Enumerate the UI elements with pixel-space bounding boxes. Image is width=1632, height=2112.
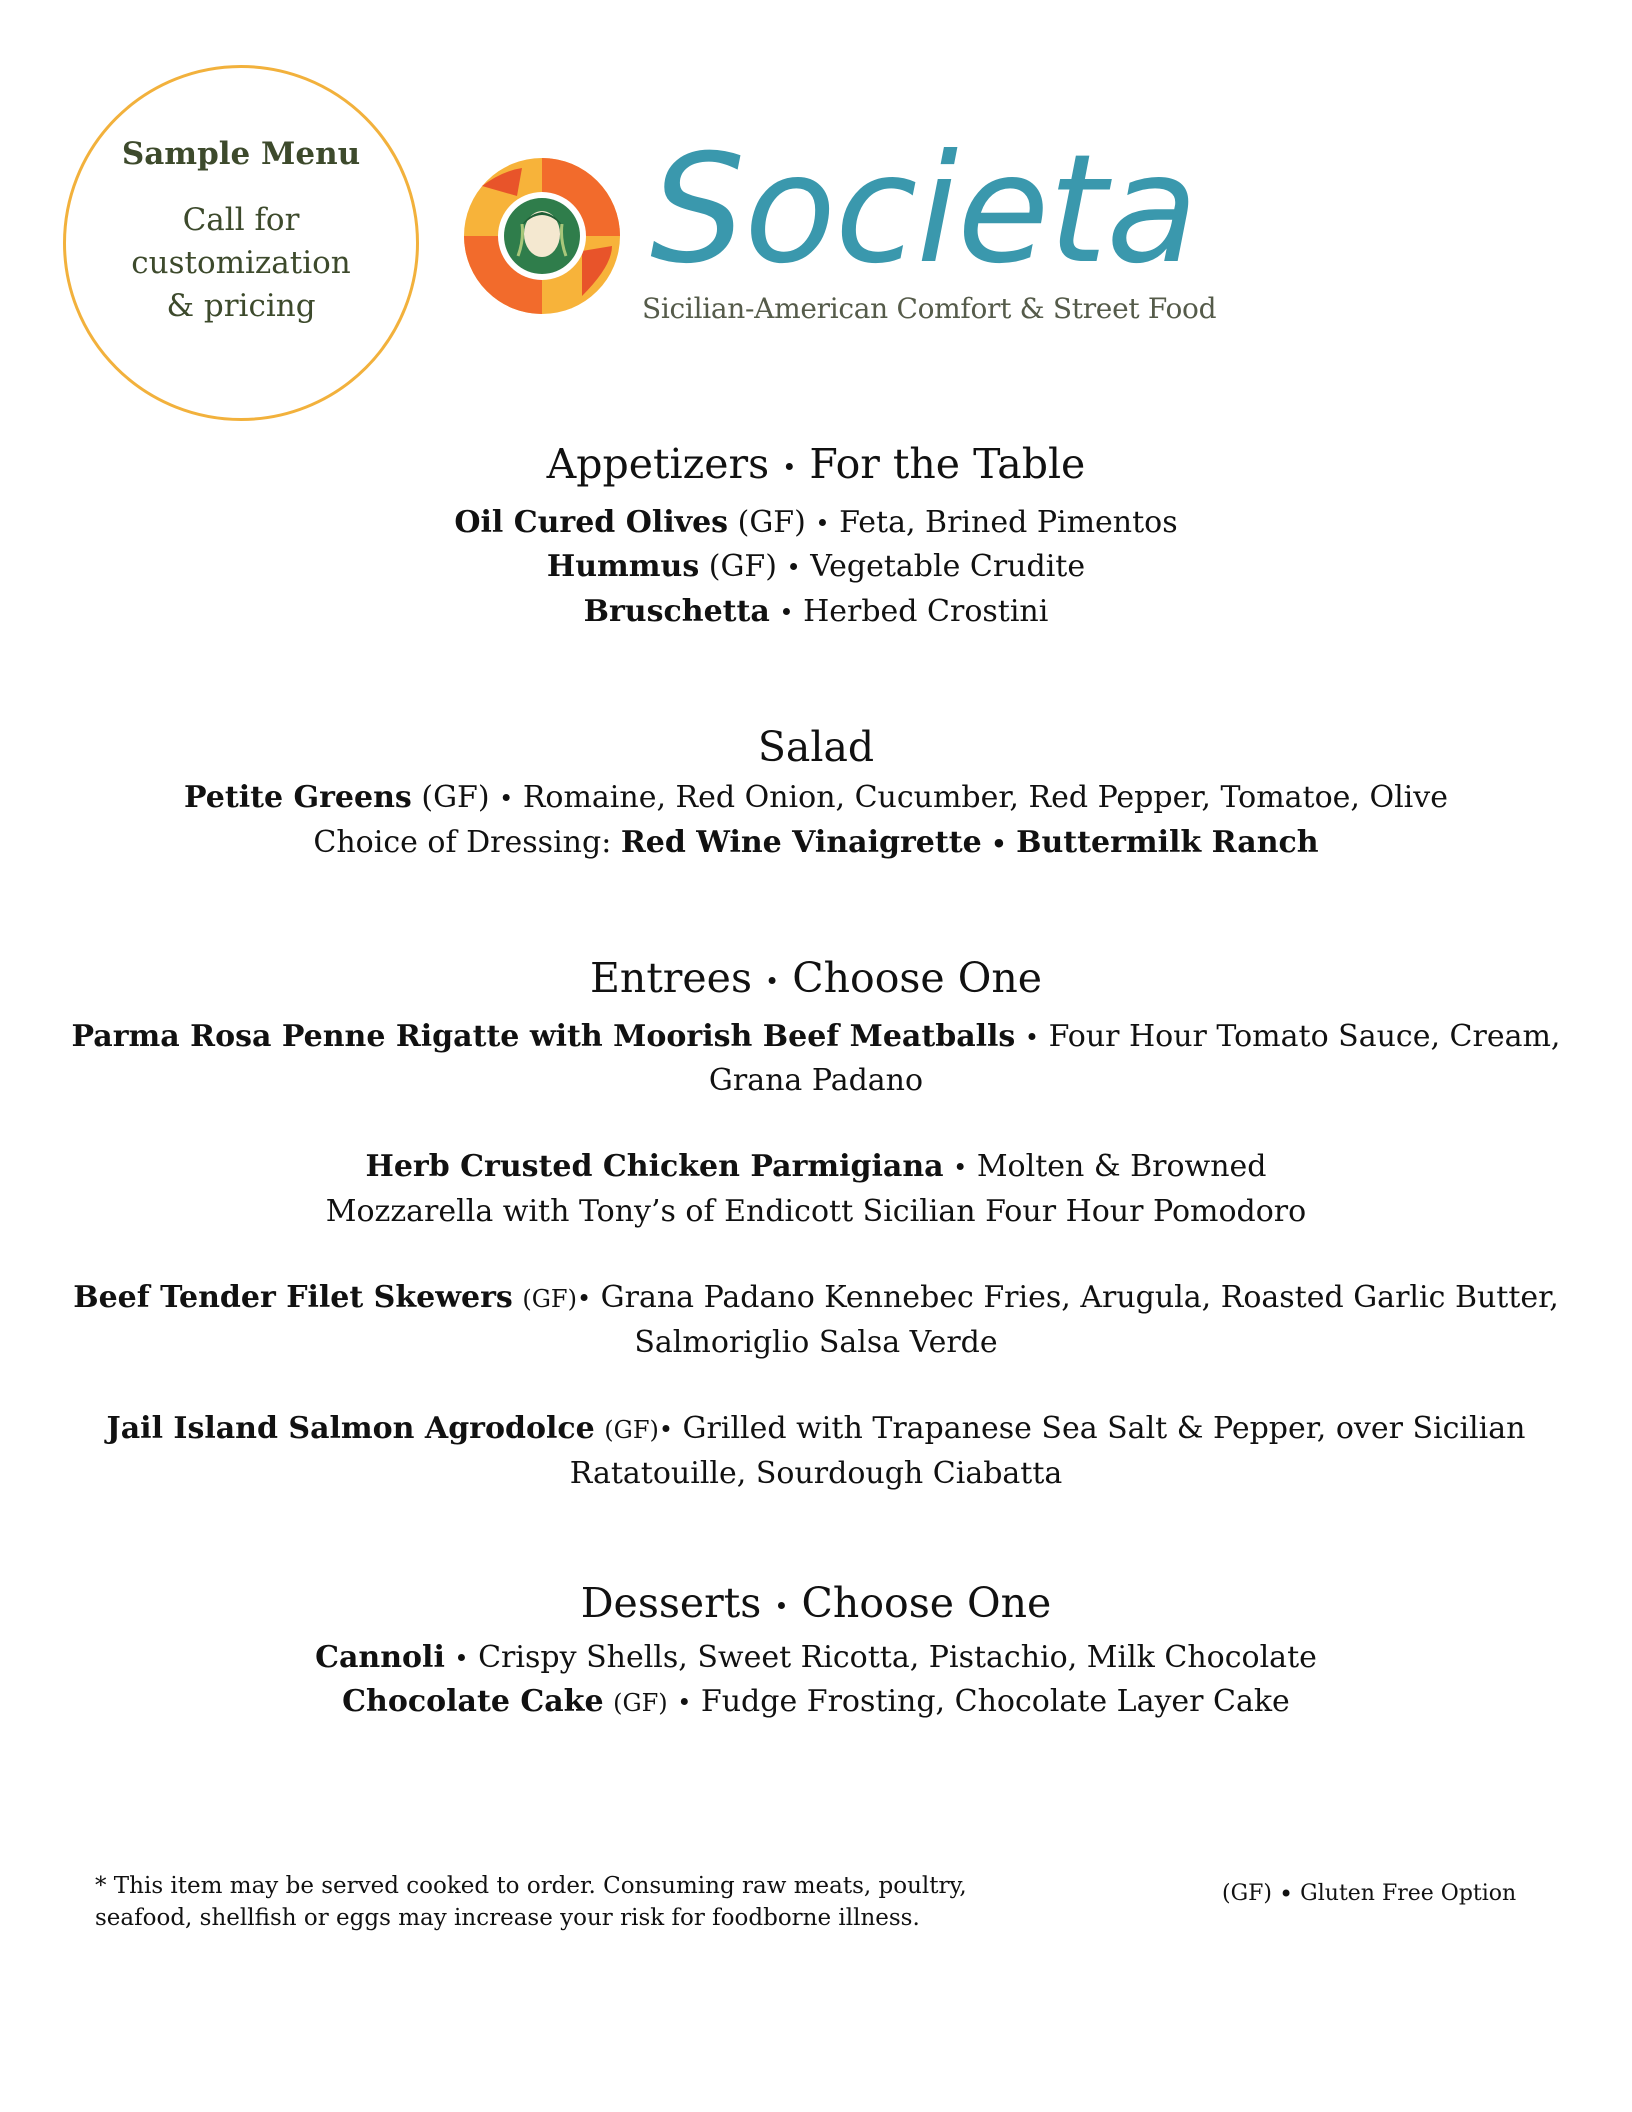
entrees-section — [0, 953, 1632, 1495]
sample-menu-badge — [63, 65, 419, 421]
menu-item: Hummus (GF) • Vegetable Crudite — [546, 549, 1086, 584]
logo-emblem-icon — [462, 156, 622, 316]
menu-item: Herb Crusted Chicken Parmigiana • Molten & Browned — [365, 1149, 1267, 1184]
brand-tagline: Sicilian-American Comfort & Street Food — [642, 292, 1217, 325]
badge-line-3: & pricing — [166, 288, 316, 324]
dressing-choice: Choice of Dressing: Red Wine Vinaigrette • Buttermilk Ranch — [313, 824, 1319, 860]
salad-section — [0, 722, 1632, 865]
brand-name: Societa — [650, 123, 1198, 297]
menu-item-desc: Salmoriglio Salsa Verde — [634, 1324, 998, 1360]
menu-item: Oil Cured Olives (GF) • Feta, Brined Pimentos — [454, 504, 1178, 540]
menu-item: Chocolate Cake (GF) • Fudge Frosting, Chocolate Layer Cake — [342, 1684, 1290, 1719]
menu-item: Parma Rosa Penne Rigatte with Moorish Beef Meatballs • Four Hour Tomato Sauce, Cream, — [71, 1018, 1561, 1054]
menu-item-desc: Grana Padano — [708, 1063, 924, 1098]
menu-item-desc: Mozzarella with Tony’s of Endicott Sicilian Four Hour Pomodoro — [325, 1193, 1307, 1229]
desserts-section — [0, 1578, 1632, 1725]
desserts-heading: Desserts • Choose One — [580, 1579, 1052, 1627]
menu-item: Petite Greens (GF) • Romaine, Red Onion, Cucumber, Red Pepper, Tomatoe, Olive — [184, 780, 1448, 815]
badge-title: Sample Menu — [121, 136, 361, 172]
menu-item: Cannoli • Crispy Shells, Sweet Ricotta, Pistachio, Milk Chocolate — [315, 1639, 1317, 1675]
badge-line-2: customization — [131, 245, 351, 281]
disclaimer: * This item may be served cooked to order. Consuming raw meats, poultry, seafood, shellfish or eggs may increase your risk for foodborne illness. — [95, 1873, 967, 1931]
badge-line-1: Call for — [182, 202, 300, 238]
appetizers-section — [0, 439, 1632, 634]
menu-item: Beef Tender Filet Skewers (GF)• Grana Padano Kennebec Fries, Arugula, Roasted Garlic Butter, — [73, 1279, 1559, 1315]
menu-item-desc: Ratatouille, Sourdough Ciabatta — [569, 1455, 1063, 1491]
menu-item: Bruschetta • Herbed Crostini — [583, 593, 1049, 629]
gf-legend: (GF) • Gluten Free Option — [1222, 1880, 1517, 1908]
appetizers-heading: Appetizers • For the Table — [546, 440, 1086, 488]
salad-heading: Salad — [757, 723, 875, 771]
menu-item: Jail Island Salmon Agrodolce (GF)• Grilled with Trapanese Sea Salt & Pepper, over Sicilian — [106, 1410, 1526, 1446]
entrees-heading: Entrees • Choose One — [590, 954, 1042, 1002]
